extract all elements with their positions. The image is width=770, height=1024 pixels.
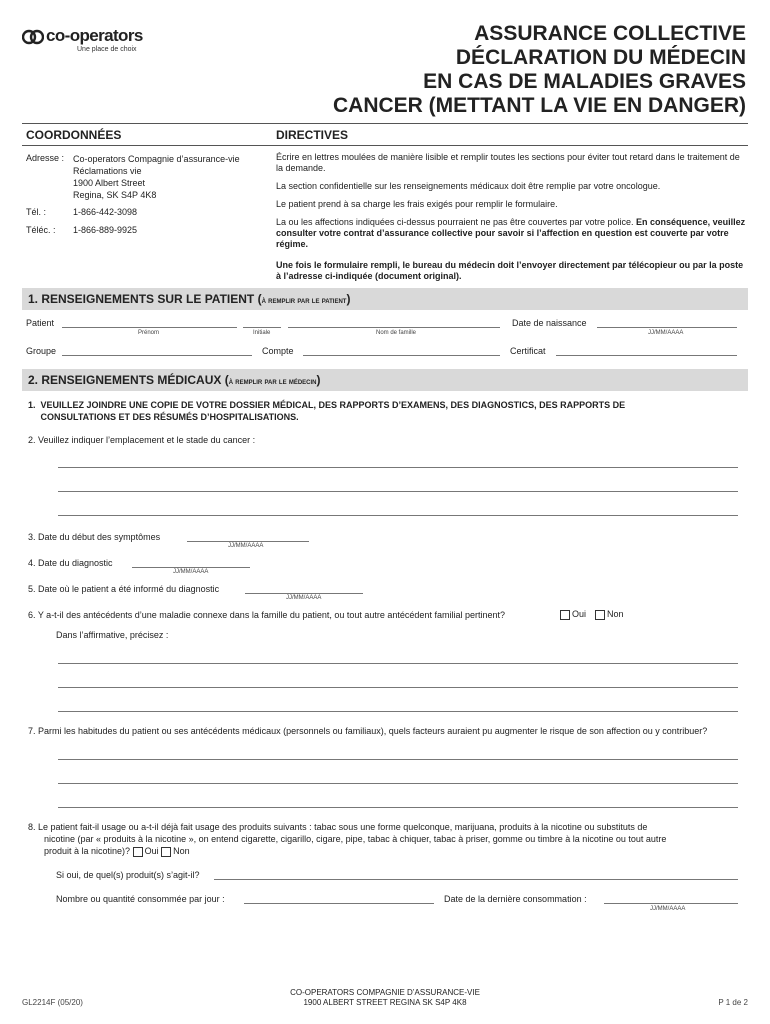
answer-2-line[interactable] — [58, 515, 738, 516]
question-8-line-1: 8. Le patient fait-il usage ou a-t-il déjà fait usage des produits suivants : tabac sous une forme quelconque, marijuana, produits à la nicotine ou substituts de — [28, 822, 648, 832]
section-2-bar — [22, 369, 748, 391]
diagnosis-date-field[interactable] — [132, 567, 250, 568]
fax-number: 1-866-889-9925 — [73, 225, 138, 235]
answer-7-line[interactable] — [58, 759, 738, 760]
coordonnees-heading: COORDONNÉES — [26, 128, 122, 142]
directive-2: La section confidentielle sur les renseignements médicaux doit être remplie par votre oncologue. — [276, 181, 661, 191]
question-8-line-3 — [44, 846, 190, 857]
non-checkbox[interactable] — [595, 610, 605, 620]
date-format: JJ/MM/AAAA — [286, 595, 322, 601]
directive-4 — [276, 217, 746, 250]
q6-non-option[interactable] — [595, 609, 624, 620]
answer-7-line[interactable] — [58, 807, 738, 808]
section-2-title-end: ) — [316, 373, 321, 387]
directives-heading: DIRECTIVES — [276, 128, 349, 142]
nom-field[interactable] — [288, 327, 500, 328]
page-number: P 1 de 2 — [718, 998, 748, 1007]
form-title-line-3: EN CAS DE MALADIES GRAVES — [423, 70, 746, 93]
question-5: 5. Date où le patient a été informé du diagnostic — [28, 584, 220, 594]
answer-2-line[interactable] — [58, 491, 738, 492]
certificat-label: Certificat — [510, 346, 546, 356]
fax-label: Téléc. : — [26, 225, 56, 235]
form-code: GL2214F (05/20) — [22, 998, 83, 1007]
nom-caption: Nom de famille — [376, 330, 417, 336]
question-8-products: Si oui, de quel(s) produit(s) s’agit-il? — [56, 870, 200, 880]
section-2-subtitle: à remplir par le médecin — [228, 377, 317, 386]
initiale-field[interactable] — [243, 327, 281, 328]
date-format: JJ/MM/AAAA — [650, 906, 686, 912]
date-format: JJ/MM/AAAA — [173, 569, 209, 575]
address-line: Co-operators Compagnie d’assurance-vie — [73, 154, 240, 164]
co-operators-logo-icon — [22, 27, 44, 47]
answer-2-line[interactable] — [58, 467, 738, 468]
form-title-line-4: CANCER (METTANT LA VIE EN DANGER) — [333, 94, 746, 117]
question-8-last-use: Date de la dernière consommation : — [444, 894, 587, 904]
oui-label: Oui — [572, 609, 587, 619]
section-1-title-text: 1. RENSEIGNEMENTS SUR LE PATIENT ( — [28, 292, 262, 306]
question-1: 1. VEUILLEZ JOINDRE UNE COPIE DE VOTRE DOSSIER MÉDICAL, DES RAPPORTS D’EXAMENS, DES DIAGNOSTICS, DES RAPPORTS DE CONSULTATIONS ET DES RÉSUMÉS D’HOSPITALISATIONS. — [28, 400, 626, 422]
header-divider — [22, 145, 748, 146]
dob-format: JJ/MM/AAAA — [648, 330, 684, 336]
question-6-detail: Dans l’affirmative, précisez : — [56, 630, 169, 640]
logo-wordmark: co-operators — [46, 26, 143, 45]
date-format: JJ/MM/AAAA — [228, 543, 264, 549]
form-title-line-1: ASSURANCE COLLECTIVE — [474, 22, 746, 45]
answer-6-line[interactable] — [58, 711, 738, 712]
section-1-bar — [22, 288, 748, 310]
section-2-title — [28, 373, 320, 387]
section-2-title-text: 2. RENSEIGNEMENTS MÉDICAUX ( — [28, 373, 229, 387]
answer-6-line[interactable] — [58, 663, 738, 664]
oui-checkbox[interactable] — [560, 610, 570, 620]
footer-address: 1900 ALBERT STREET REGINA SK S4P 4K8 — [303, 998, 467, 1007]
section-1-subtitle: à remplir par le patient — [261, 296, 347, 305]
directive-4-text: La ou les affections indiquées ci-dessus pourraient ne pas être couvertes par votre police. — [276, 217, 637, 227]
answer-7-line[interactable] — [58, 783, 738, 784]
directive-5: Une fois le formulaire rempli, le bureau du médecin doit l’envoyer directement par télécopieur ou par la poste à l’adresse ci-indiquée (document original). — [276, 260, 744, 281]
patient-label: Patient — [26, 318, 55, 328]
answer-6-line[interactable] — [58, 687, 738, 688]
groupe-field[interactable] — [62, 355, 252, 356]
question-2: 2. Veuillez indiquer l’emplacement et le stade du cancer : — [28, 435, 256, 445]
q8-non-checkbox[interactable] — [161, 847, 171, 857]
question-8-line-2: nicotine (par « produits à la nicotine », on entend cigarette, cigarillo, cigare, pipe, tabac à chiquer, tabac à priser, gomme ou timbre à la nicotine ou tout autre — [44, 834, 667, 844]
products-field[interactable] — [214, 879, 738, 880]
question-7: 7. Parmi les habitudes du patient ou ses antécédents médicaux (personnels ou familiaux), quels facteurs auraient pu augmenter le risque de son affection ou y contribuer? — [28, 726, 708, 736]
question-4: 4. Date du diagnostic — [28, 558, 113, 568]
form-title-line-2: DÉCLARATION DU MÉDECIN — [455, 46, 746, 69]
quantity-field[interactable] — [244, 903, 434, 904]
dob-field[interactable] — [597, 327, 737, 328]
top-divider — [22, 123, 748, 124]
dob-label: Date de naissance — [512, 318, 587, 328]
directive-1: Écrire en lettres moulées de manière lisible et remplir toutes les sections pour éviter tout retard dans le traitement de la demande. — [276, 152, 740, 173]
logo-tagline: Une place de choix — [77, 46, 137, 53]
tel-number: 1-866-442-3098 — [73, 207, 138, 217]
question-6: 6. Y a-t-il des antécédents d’une maladie connexe dans la famille du patient, ou tout autre antécédent familial pertinent? — [28, 610, 505, 620]
footer-company: CO-OPERATORS COMPAGNIE D’ASSURANCE-VIE — [290, 988, 480, 997]
compte-field[interactable] — [303, 355, 500, 356]
oui-label: Oui — [144, 846, 159, 856]
compte-label: Compte — [262, 346, 294, 356]
address-block — [73, 153, 240, 201]
prenom-field[interactable] — [62, 327, 237, 328]
prenom-caption: Prénom — [138, 330, 160, 336]
groupe-label: Groupe — [26, 346, 57, 356]
informed-date-field[interactable] — [245, 593, 363, 594]
non-label: Non — [173, 846, 190, 856]
section-1-title — [28, 292, 350, 306]
certificat-field[interactable] — [556, 355, 737, 356]
directive-4-bold: En conséquence, veuillez consulter votre contrat d’assurance collective pour savoir si l’affection en question est couverte par votre régime. — [276, 217, 746, 249]
section-1-title-end: ) — [346, 292, 351, 306]
question-3: 3. Date du début des symptômes — [28, 532, 161, 542]
address-line: Réclamations vie — [73, 166, 142, 176]
q6-oui-option[interactable] — [560, 609, 586, 620]
question-8-quantity: Nombre ou quantité consommée par jour : — [56, 894, 225, 904]
initiale-caption: Initiale — [253, 330, 271, 336]
address-line: 1900 Albert Street — [73, 178, 146, 188]
address-label: Adresse : — [26, 153, 65, 163]
symptoms-date-field[interactable] — [187, 541, 309, 542]
tel-label: Tél. : — [26, 207, 47, 217]
last-use-date-field[interactable] — [604, 903, 738, 904]
non-label: Non — [607, 609, 624, 619]
q8-oui-checkbox[interactable] — [133, 847, 143, 857]
question-8-text: produit à la nicotine)? — [44, 846, 131, 856]
address-line: Regina, SK S4P 4K8 — [73, 190, 157, 200]
directive-3: Le patient prend à sa charge les frais exigés pour remplir le formulaire. — [276, 199, 558, 209]
